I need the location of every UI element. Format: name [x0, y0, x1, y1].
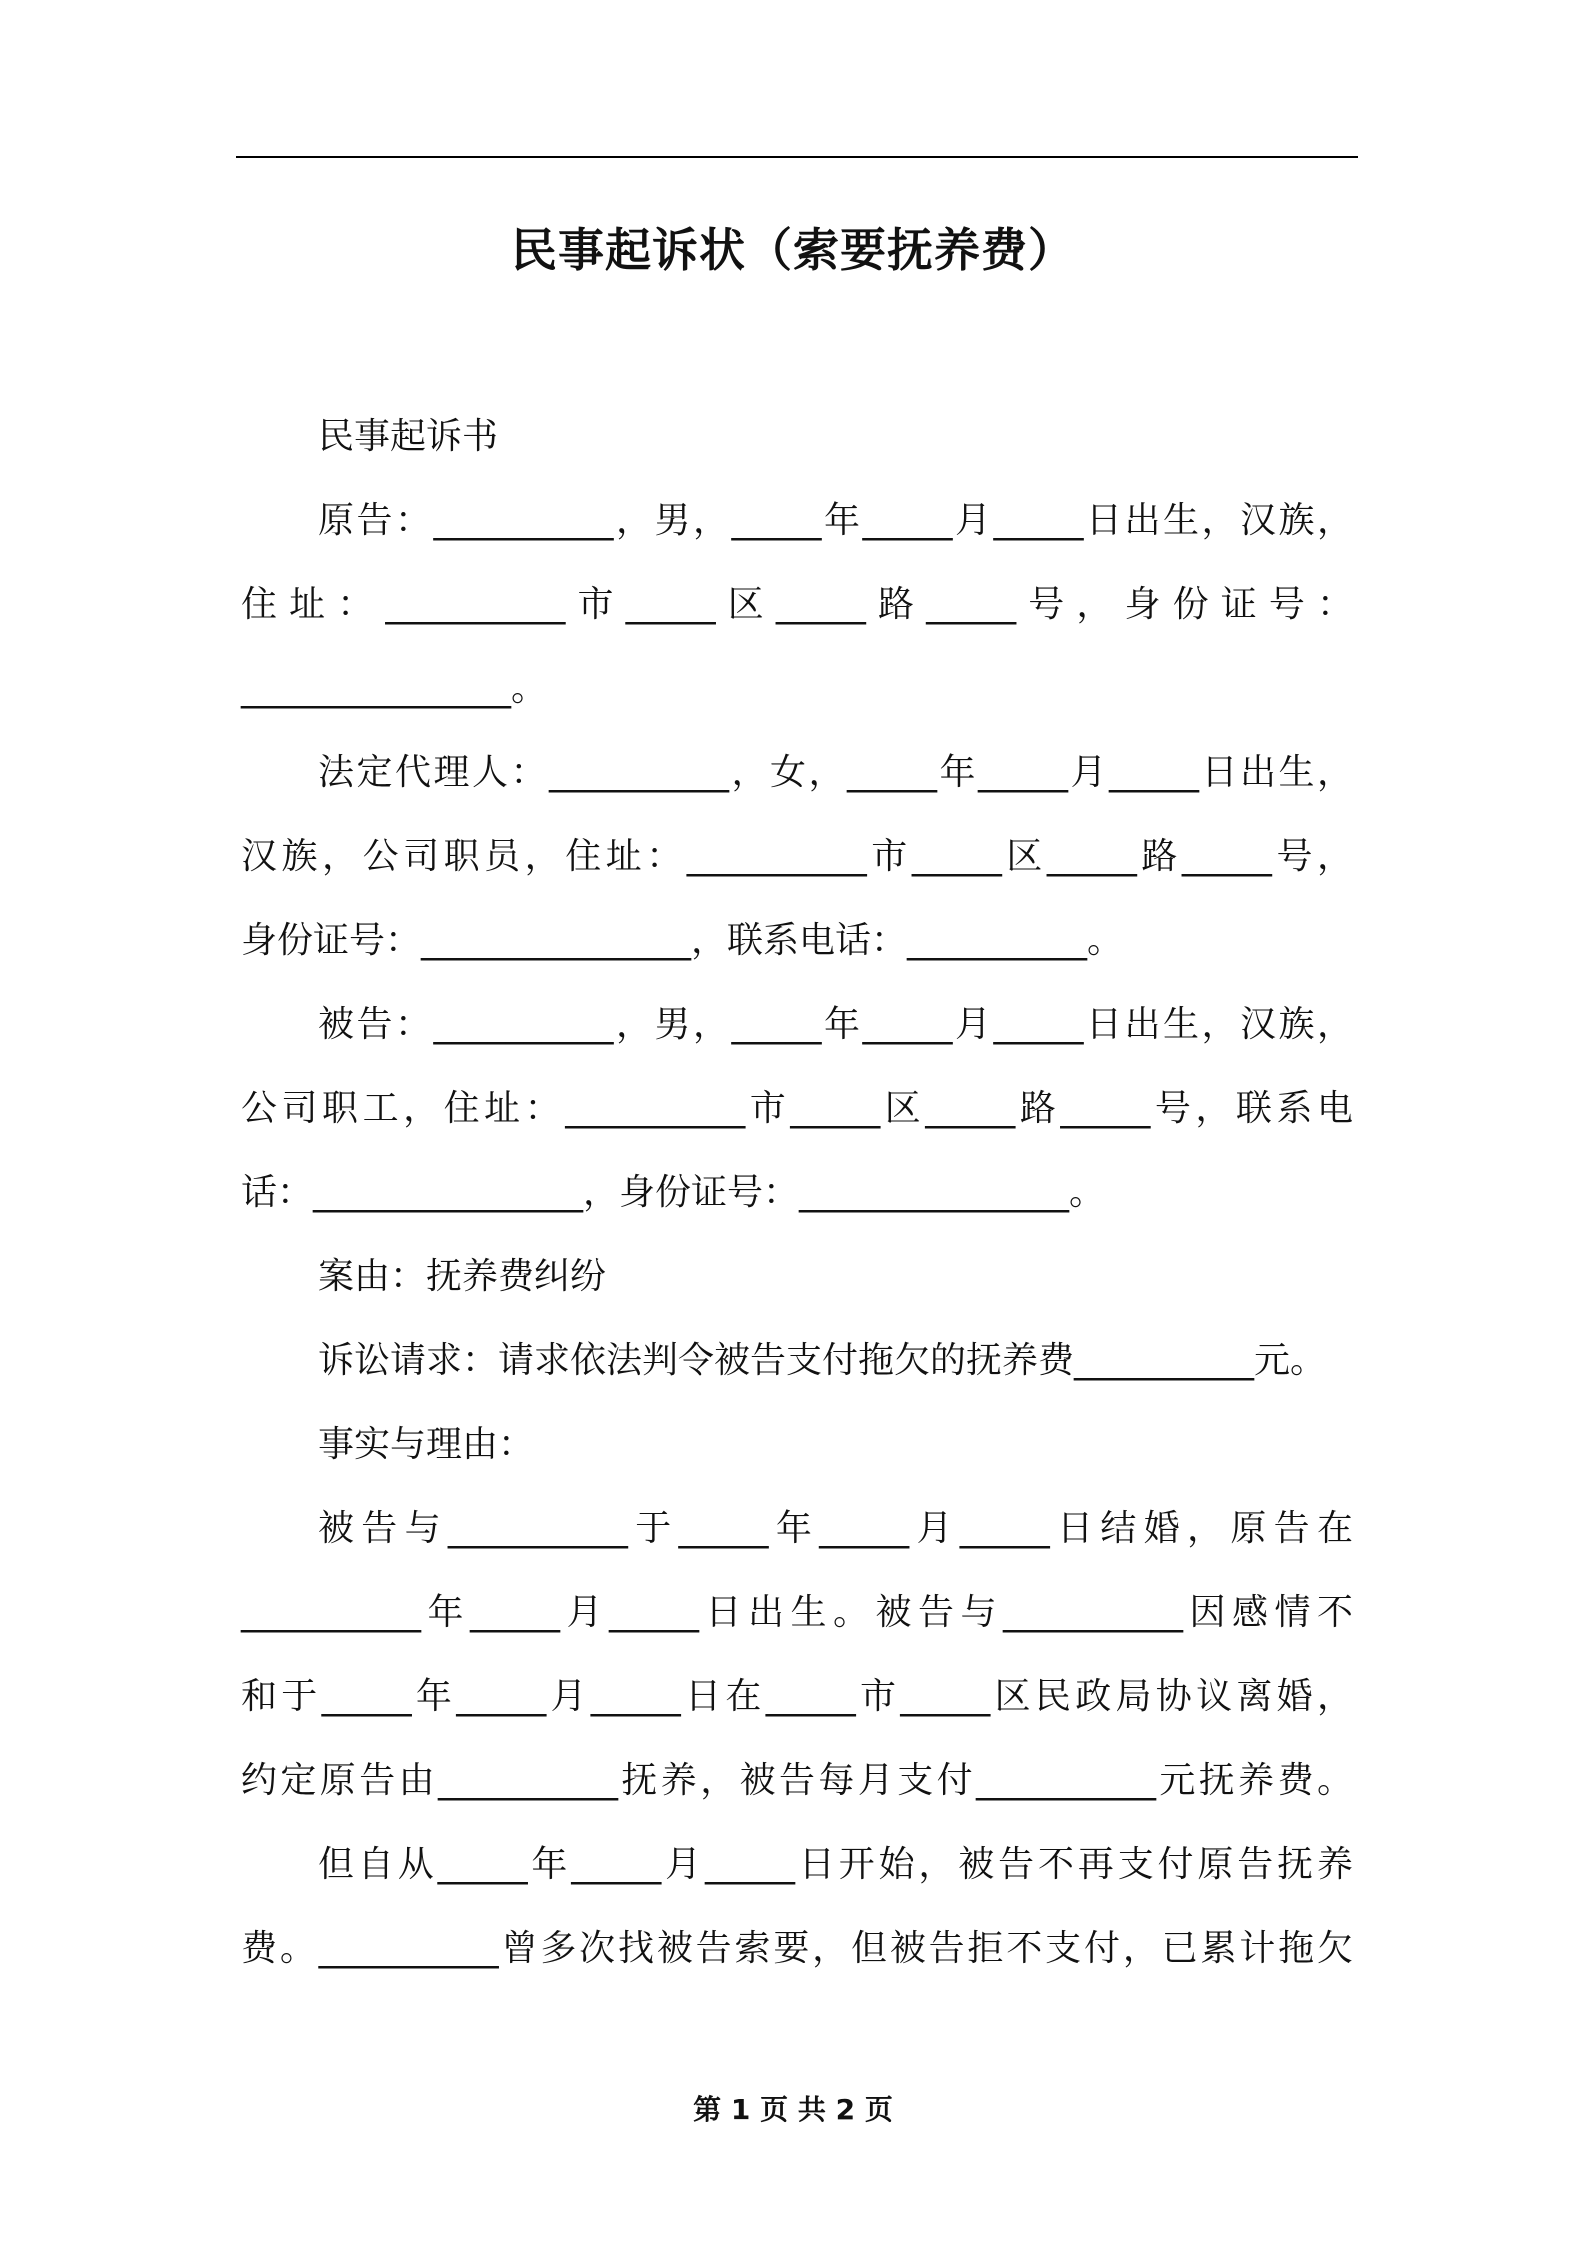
facts-paragraph-line: __________年_____月_____日出生。被告与__________因感情不: [241, 1592, 1353, 1633]
header-rule: [236, 156, 1358, 158]
defendant-address-line: 公司职工，住址：__________市_____区_____路_____号，联系电: [241, 1088, 1353, 1129]
guardian-line: 法定代理人：__________，女，_____年_____月_____日出生，: [318, 752, 1353, 793]
facts-paragraph-line: 被告与__________于_____年_____月_____日结婚，原告在: [318, 1508, 1353, 1549]
guardian-contact-line: 身份证号：_______________，联系电话：__________。: [241, 920, 1124, 961]
facts-heading: 事实与理由：: [318, 1424, 535, 1465]
page-number: 第 1 页 共 2 页: [693, 2093, 893, 2126]
plaintiff-line: 原告：__________，男，_____年_____月_____日出生，汉族，: [318, 500, 1353, 541]
facts-paragraph-line: 和于_____年_____月_____日在_____市_____区民政局协议离婚，: [241, 1676, 1353, 1717]
plaintiff-address-line: 住址：__________市_____区_____路_____号，身份证号：: [241, 584, 1353, 625]
defendant-line: 被告：__________，男，_____年_____月_____日出生，汉族，: [318, 1004, 1353, 1045]
cause-of-action: 案由：抚养费纠纷: [318, 1256, 607, 1297]
document-title: 民事起诉状（索要抚养费）: [511, 223, 1075, 277]
facts-paragraph-line: 约定原告由__________抚养，被告每月支付__________元抚养费。: [241, 1760, 1353, 1801]
claims-line: 诉讼请求：请求依法判令被告支付拖欠的抚养费__________元。: [318, 1340, 1327, 1381]
guardian-address-line: 汉族，公司职员，住址：__________市_____区_____路_____号，: [241, 836, 1353, 877]
arrears-paragraph-line: 费。__________曾多次找被告索要，但被告拒不支付，已累计拖欠: [241, 1928, 1353, 1969]
plaintiff-id-line: _______________。: [241, 668, 547, 709]
defendant-contact-line: 话：_______________，身份证号：_______________。: [241, 1172, 1106, 1213]
arrears-paragraph-line: 但自从_____年_____月_____日开始，被告不再支付原告抚养: [318, 1844, 1353, 1885]
section-heading: 民事起诉书: [318, 416, 499, 457]
